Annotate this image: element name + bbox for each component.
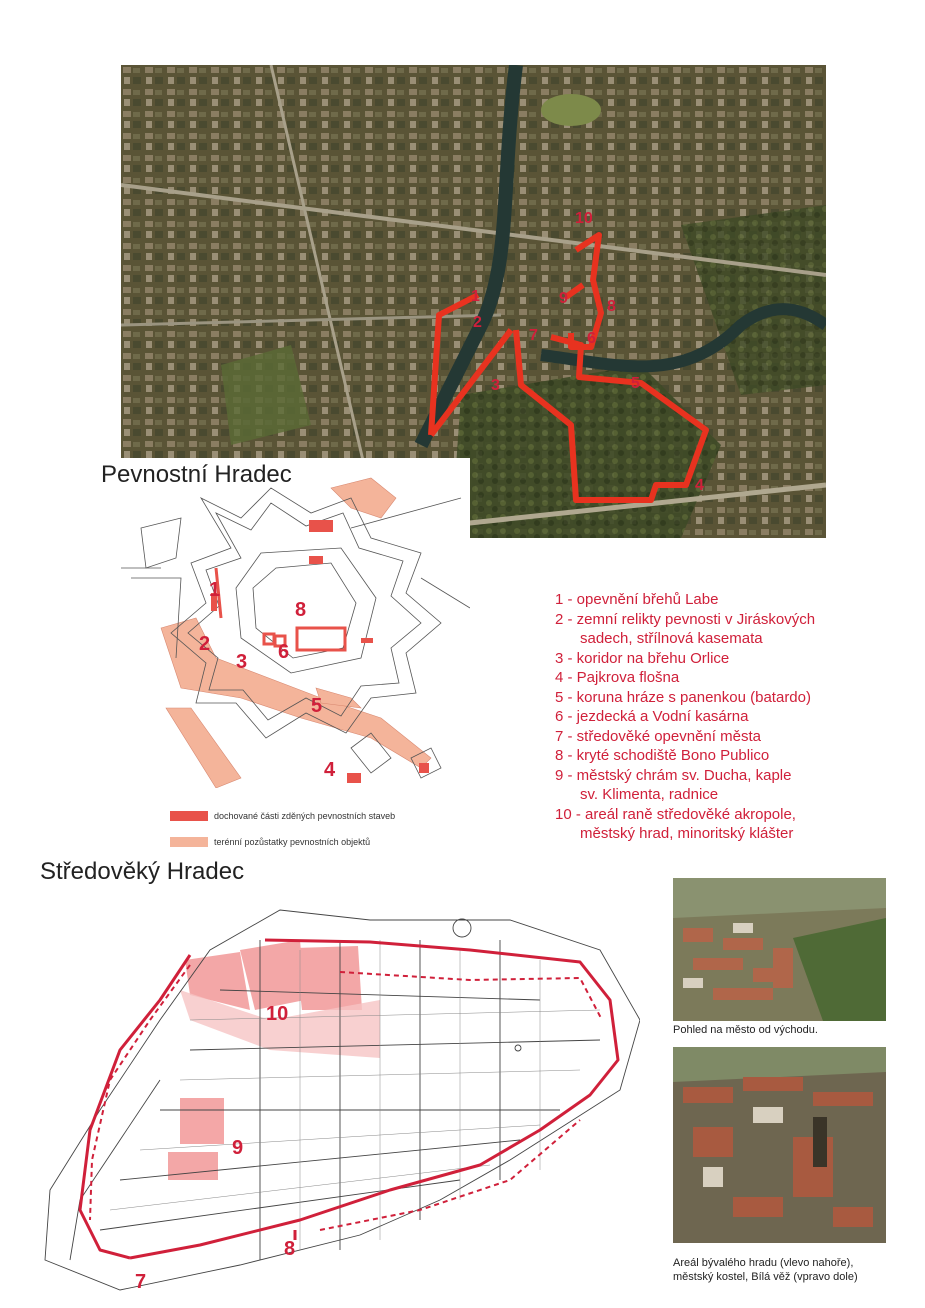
- fortress-marker-5: 5: [311, 695, 323, 717]
- aerial-marker-8: 8: [607, 298, 616, 315]
- fortress-plan-graphic: [121, 458, 470, 788]
- map-key: [170, 808, 395, 860]
- aerial-marker-2: 2: [473, 314, 482, 331]
- legend-item-2-cont: sadech, střílnová kasemata: [580, 630, 763, 647]
- legend-item-5: 5 - koruna hráze s panenkou (batardo): [555, 688, 811, 706]
- map-key-row-masonry: [170, 808, 395, 824]
- aerial-marker-4: 4: [695, 477, 704, 494]
- fortress-marker-4: 4: [324, 759, 336, 781]
- fortress-title: Pevnostní Hradec: [101, 461, 292, 488]
- photo-east-view: [673, 878, 886, 1021]
- legend-item-3: 3 - koridor na břehu Orlice: [555, 649, 730, 667]
- legend-item-9-cont: sv. Klimenta, radnice: [580, 786, 719, 803]
- legend-item-4: 4 - Pajkrova flošna: [555, 669, 680, 686]
- aerial-marker-6: 6: [587, 330, 596, 347]
- medieval-marker-9: 9: [232, 1137, 244, 1159]
- photo-castle-area-graphic: [673, 1047, 886, 1243]
- legend-item-8: 8 - kryté schodiště Bono Publico: [555, 747, 770, 764]
- photo-east-view-graphic: [673, 878, 886, 1021]
- map-key-row-earthwork: [170, 834, 395, 850]
- photo-castle-area: [673, 1047, 886, 1243]
- legend-item-10-cont: městský hrad, minoritský klášter: [580, 825, 794, 842]
- caption-castle-area-1: Areál bývalého hradu (vlevo nahoře),: [673, 1257, 854, 1269]
- fortress-plan: [121, 458, 470, 788]
- map-key-label-masonry: dochované části zděných pevnostních staveb: [214, 811, 396, 821]
- medieval-plan-graphic: [40, 880, 640, 1300]
- aerial-marker-5: 5: [631, 375, 640, 392]
- fortress-marker-8: 8: [295, 599, 307, 621]
- medieval-marker-8: 8: [284, 1238, 296, 1260]
- legend-item-7: 7 - středověké opevnění města: [555, 727, 761, 745]
- fortress-marker-2: 2: [199, 633, 211, 655]
- fortress-marker-6: 6: [278, 641, 290, 663]
- aerial-marker-9: 9: [559, 290, 568, 307]
- fortress-marker-1: 1: [209, 579, 221, 601]
- medieval-marker-7: 7: [135, 1271, 147, 1293]
- fortress-marker-3: 3: [236, 651, 248, 673]
- medieval-marker-10: 10: [266, 1003, 289, 1025]
- aerial-marker-1: 1: [471, 288, 480, 305]
- legend-item-2: 2 - zemní relikty pevnosti v Jiráskových: [555, 610, 816, 628]
- medieval-plan: [40, 880, 640, 1300]
- caption-east-view: Pohled na město od východu.: [673, 1024, 818, 1036]
- aerial-marker-10: 10: [575, 210, 593, 227]
- caption-castle-area-2: městský kostel, Bílá věž (vpravo dole): [673, 1271, 858, 1283]
- earthwork-swatch: [170, 837, 208, 847]
- legend-item-1: 1 - opevnění břehů Labe: [555, 591, 719, 608]
- legend-list: [555, 590, 885, 844]
- masonry-swatch: [170, 811, 208, 821]
- legend-item-6: 6 - jezdecká a Vodní kasárna: [555, 708, 749, 725]
- legend-item-10: 10 - areál raně středověké akropole,: [555, 805, 796, 823]
- aerial-marker-3: 3: [491, 377, 500, 394]
- aerial-marker-7: 7: [529, 327, 538, 344]
- medieval-title: Středověký Hradec: [40, 858, 245, 885]
- map-key-label-earthwork: terénní pozůstatky pevnostních objektů: [214, 837, 371, 847]
- legend-item-9: 9 - městský chrám sv. Ducha, kaple: [555, 766, 792, 784]
